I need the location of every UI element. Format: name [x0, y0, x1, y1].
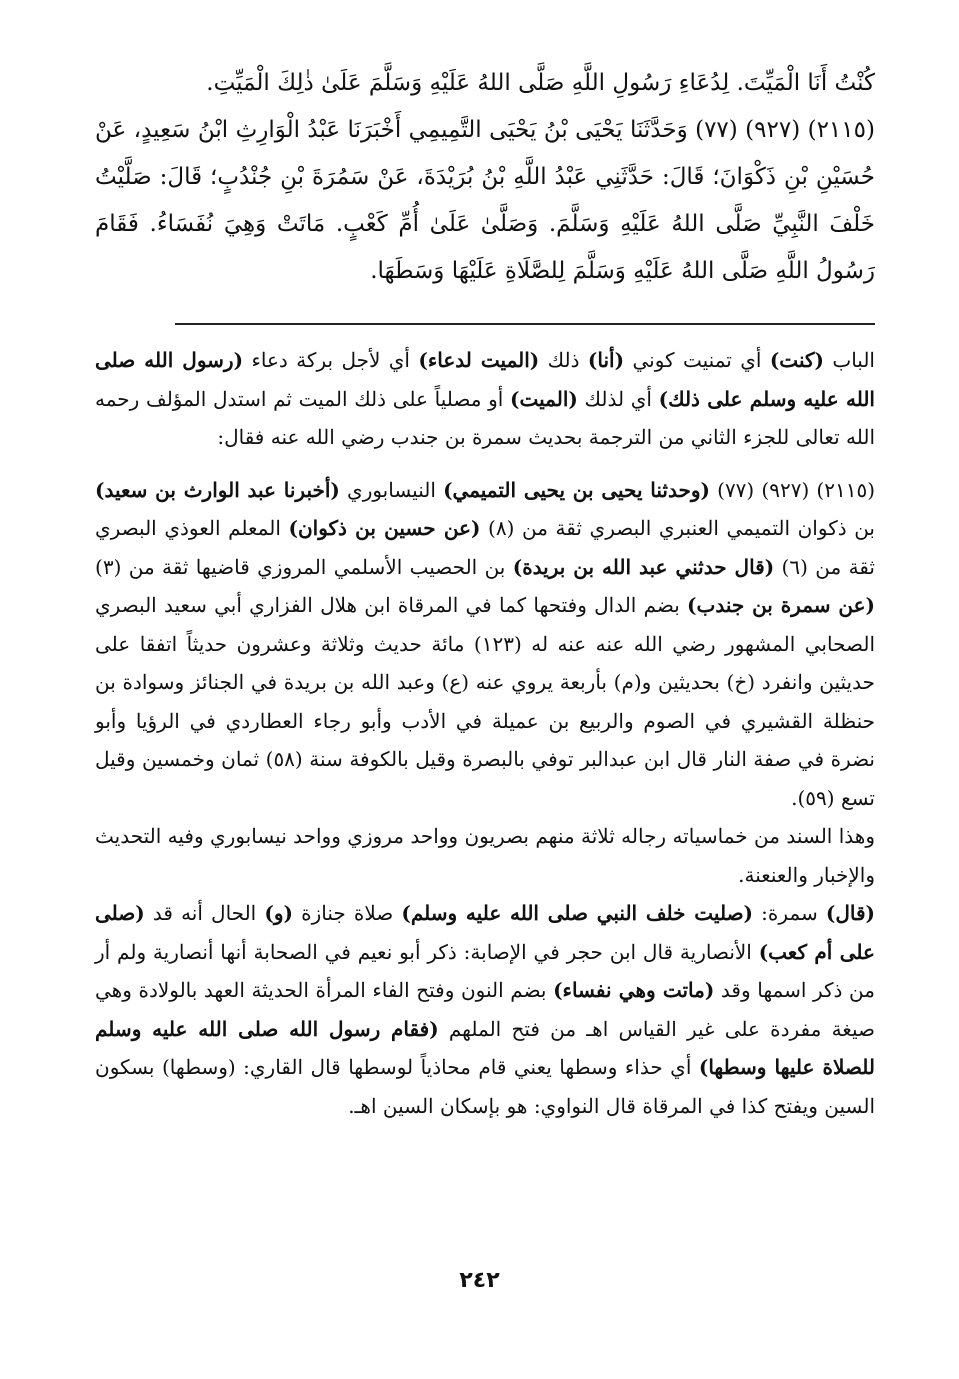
commentary-paragraph-4 [95, 894, 875, 1125]
bold-phrase: (رسول الله صلى الله عليه وسلم على ذلك) [95, 348, 875, 411]
bold-phrase: (قال حدثني عبد الله بن بريدة) [512, 554, 775, 579]
text-run: بن الحصيب الأسلمي المروزي قاضيها ثقة من (٣) [95, 554, 513, 579]
hadith-paragraph-2: (٢١١٥) (٩٢٧) (٧٧) وَحَدَّثَنَا يَحْيَى بْنُ يَحْيَى التَّمِيمِي أَخْبَرَنَا عَبْدُ الْوَارِثِ ابْنُ سَعِيدٍ، عَنْ حُسَيْنِ بْنِ ذَكْوَانَ؛ قَالَ: حَدَّثَنِي عَبْدُ اللَّهِ بْنُ بُرَيْدَةَ، عَنْ سَمُرَةَ بْنِ جُنْدُبٍ؛ قَالَ: صَلَّيْتُ خَلْفَ النَّبِيِّ صَلَّى اللهُ عَلَيْهِ وَسَلَّمَ. وَصَلَّىٰ عَلَىٰ أُمِّ كَعْبٍ. مَاتَتْ وَهِيَ نُفَسَاءُ. فَقَامَ رَسُولُ اللَّهِ صَلَّى اللهُ عَلَيْهِ وَسَلَّمَ لِلصَّلَاةِ عَلَيْهَا وَسَطَهَا. [95, 117, 875, 284]
text-run: أي لذلك [577, 386, 659, 411]
bold-phrase: (قال) [825, 901, 875, 925]
bold-phrase: (صلى على أم كعب) [95, 901, 875, 964]
commentary-paragraph-2 [95, 471, 875, 818]
bold-phrase: (وحدثنا يحيى بن يحيى التميمي) [443, 477, 710, 502]
text-run: أي لأجل بركة دعاء [243, 348, 419, 372]
text-run: بضم النون وفتح الفاء المرأة الحديثة العهد بالولادة وهي صيغة مفردة على غير القياس اهـ من فتح الملهم [95, 978, 875, 1041]
text-run: النيسابوري [339, 477, 444, 502]
text-run: ذلك [539, 348, 588, 372]
bold-phrase: (عن حسين بن ذكوان) [288, 516, 481, 540]
commentary [95, 341, 875, 1125]
text-run: (٢١١٥) (٩٢٧) (٧٧) [709, 477, 875, 502]
hadith-text [95, 60, 875, 295]
bold-phrase: (الميت) [510, 386, 578, 411]
bold-phrase: (الميت لدعاء) [418, 348, 540, 372]
commentary-paragraph-1 [95, 341, 875, 457]
book-page [95, 60, 875, 1360]
text-run: صلاة جنازة [292, 901, 402, 925]
bold-phrase: (فقام رسول الله صلى الله عليه وسلم للصلاة عليها وسطها) [95, 1016, 875, 1079]
page-number: ٢٤٢ [459, 1268, 500, 1293]
bold-phrase: (ماتت وهي نفساء) [553, 978, 715, 1002]
text-run: بن ذكوان التميمي العنبري البصري ثقة من (٨) [480, 516, 876, 540]
bold-phrase: (صليت خلف النبي صلى الله عليه وسلم) [401, 901, 754, 925]
text-run: سمرة: [753, 901, 826, 925]
hadith-paragraph-1: كُنْتُ أَنَا الْمَيِّتَ. لِدُعَاءِ رَسُولِ اللَّهِ صَلَّى اللهُ عَلَيْهِ وَسَلَّمَ عَلَىٰ ذٰلِكَ الْمَيِّتِ. [206, 70, 875, 96]
text-run: بضم الدال وفتحها كما في المرقاة ابن هلال الفزاري أبي سعيد البصري الصحابي المشهور رضي الله عنه عنه له (١٢٣) مائة حديث وثلاثة وعشرون حديثاً اتفقا على حديثين وانفرد (خ) بحديثين و(م) بأربعة يروي عنه (ع) وعبد الله بن بريدة في الجنائز وسوادة بن حنظلة القشيري في الصوم والربيع بن عميلة في الأدب وأبو رجاء العطاردي في الرؤيا وأبو نضرة في صفة النار قال ابن عبدالبر توفي بالبصرة وقيل بالكوفة سنة (٥٨) ثمان وخمسين وقيل تسع (٥٩). [95, 593, 876, 810]
text-run: الأنصارية قال ابن حجر في الإصابة: ذكر أبو نعيم في الصحابة أنها أنصارية ولم أر من ذكر اسمها وقد [95, 939, 875, 1002]
bold-phrase: (أنا) [587, 348, 625, 372]
commentary-paragraph-3: وهذا السند من خماسياته رجاله ثلاثة منهم بصريون وواحد مروزي وواحد نيسابوري وفيه التحديث والإخبار والعنعنة. [95, 824, 875, 887]
text-run: أي حذاء وسطها يعني قام محاذياً لوسطها قال القاري: (وسطها) بسكون السين ويفتح كذا في المرقاة قال النواوي: هو بإسكان السين اهـ. [95, 1055, 875, 1118]
text-run: أي تمنيت كوني [624, 348, 770, 372]
bold-phrase: (عن سمرة بن جندب) [687, 593, 876, 617]
text-run: الباب [823, 348, 875, 372]
text-run: المعلم العوذي البصري ثقة من (٦) [95, 516, 875, 579]
bold-phrase: (كنت) [769, 348, 824, 372]
footnote-divider [175, 323, 875, 325]
bold-phrase: (و) [264, 901, 293, 925]
text-run: الحال أنه قد [144, 901, 265, 925]
text-run: أو مصلياً على ذلك الميت ثم استدل المؤلف رحمه الله تعالى للجزء الثاني من الترجمة بحديث سمرة بن جندب رضي الله عنه فقال: [95, 386, 875, 449]
bold-phrase: (أخبرنا عبد الوارث بن سعيد) [95, 477, 340, 502]
